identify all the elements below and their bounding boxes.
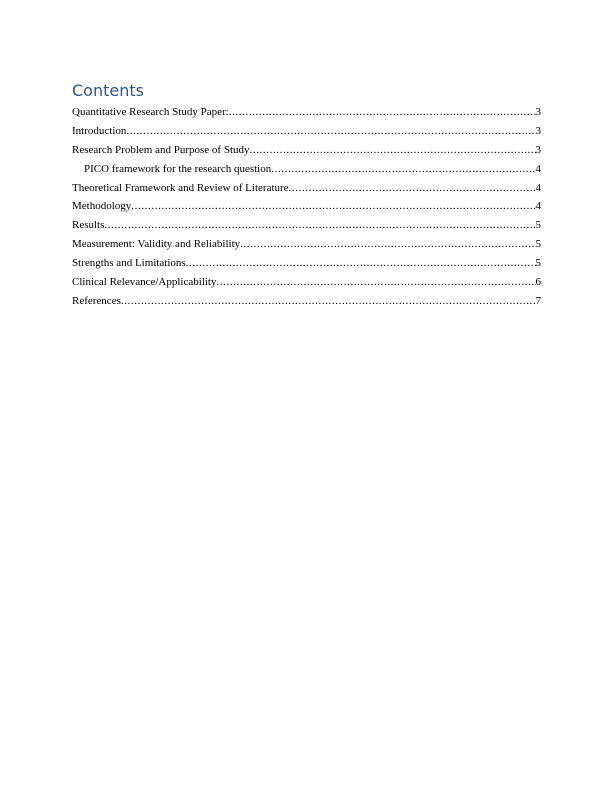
- toc-entry-title[interactable]: References: [72, 294, 121, 307]
- toc-dot-leader: [229, 103, 536, 122]
- toc-dot-leader: [216, 273, 535, 292]
- toc-dot-leader: [250, 141, 536, 160]
- toc-entry[interactable]: [72, 197, 541, 216]
- toc-entry-page-number: 3: [535, 106, 541, 118]
- table-of-contents: [72, 103, 541, 311]
- toc-entry-page-number: 5: [535, 257, 541, 270]
- toc-entry-title[interactable]: Research Problem and Purpose of Study: [72, 143, 250, 156]
- toc-entry[interactable]: [72, 292, 541, 311]
- toc-entry-page-number: 5: [535, 238, 541, 251]
- toc-entry-title[interactable]: Theoretical Framework and Review of Literature: [72, 181, 289, 194]
- toc-entry-page-number: 4: [535, 162, 541, 175]
- toc-entry-page-number: 3: [535, 143, 541, 156]
- toc-entry-page-number: 4: [535, 181, 541, 194]
- toc-entry-title[interactable]: PICO framework for the research question: [84, 162, 272, 175]
- toc-entry[interactable]: [72, 235, 541, 254]
- toc-dot-leader: [104, 216, 535, 235]
- toc-entry[interactable]: [72, 273, 541, 292]
- toc-dot-leader: [240, 235, 535, 254]
- toc-entry-page-number: 3: [535, 124, 541, 137]
- toc-entry-page-number: 4: [535, 200, 541, 213]
- toc-entry-title[interactable]: Clinical Relevance/Applicability: [72, 276, 217, 289]
- toc-entry-title[interactable]: Results: [72, 219, 105, 232]
- toc-subentry[interactable]: [72, 160, 541, 179]
- toc-entry[interactable]: [72, 254, 541, 273]
- toc-entry-page-number: 5: [535, 219, 541, 232]
- toc-dot-leader: [289, 179, 536, 198]
- toc-entry[interactable]: [72, 141, 541, 160]
- toc-heading: Contents: [72, 81, 144, 100]
- toc-entry-title[interactable]: Introduction: [72, 124, 127, 137]
- toc-entry-title[interactable]: Strengths and Limitations: [72, 257, 186, 270]
- toc-entry[interactable]: [72, 122, 541, 141]
- toc-entry-page-number: 7: [535, 294, 541, 307]
- toc-entry-title[interactable]: Measurement: Validity and Reliability: [72, 238, 241, 251]
- toc-dot-leader: [121, 292, 536, 311]
- toc-entry[interactable]: [72, 179, 541, 198]
- toc-entry-title[interactable]: Methodology: [72, 200, 132, 213]
- toc-entry[interactable]: [72, 103, 541, 122]
- toc-entry[interactable]: [72, 216, 541, 235]
- toc-dot-leader: [271, 160, 535, 179]
- toc-entry-page-number: 6: [535, 276, 541, 289]
- toc-entry-title[interactable]: Quantitative Research Study Paper:: [72, 106, 229, 118]
- toc-dot-leader: [126, 122, 535, 141]
- toc-dot-leader: [131, 197, 535, 216]
- toc-dot-leader: [186, 254, 536, 273]
